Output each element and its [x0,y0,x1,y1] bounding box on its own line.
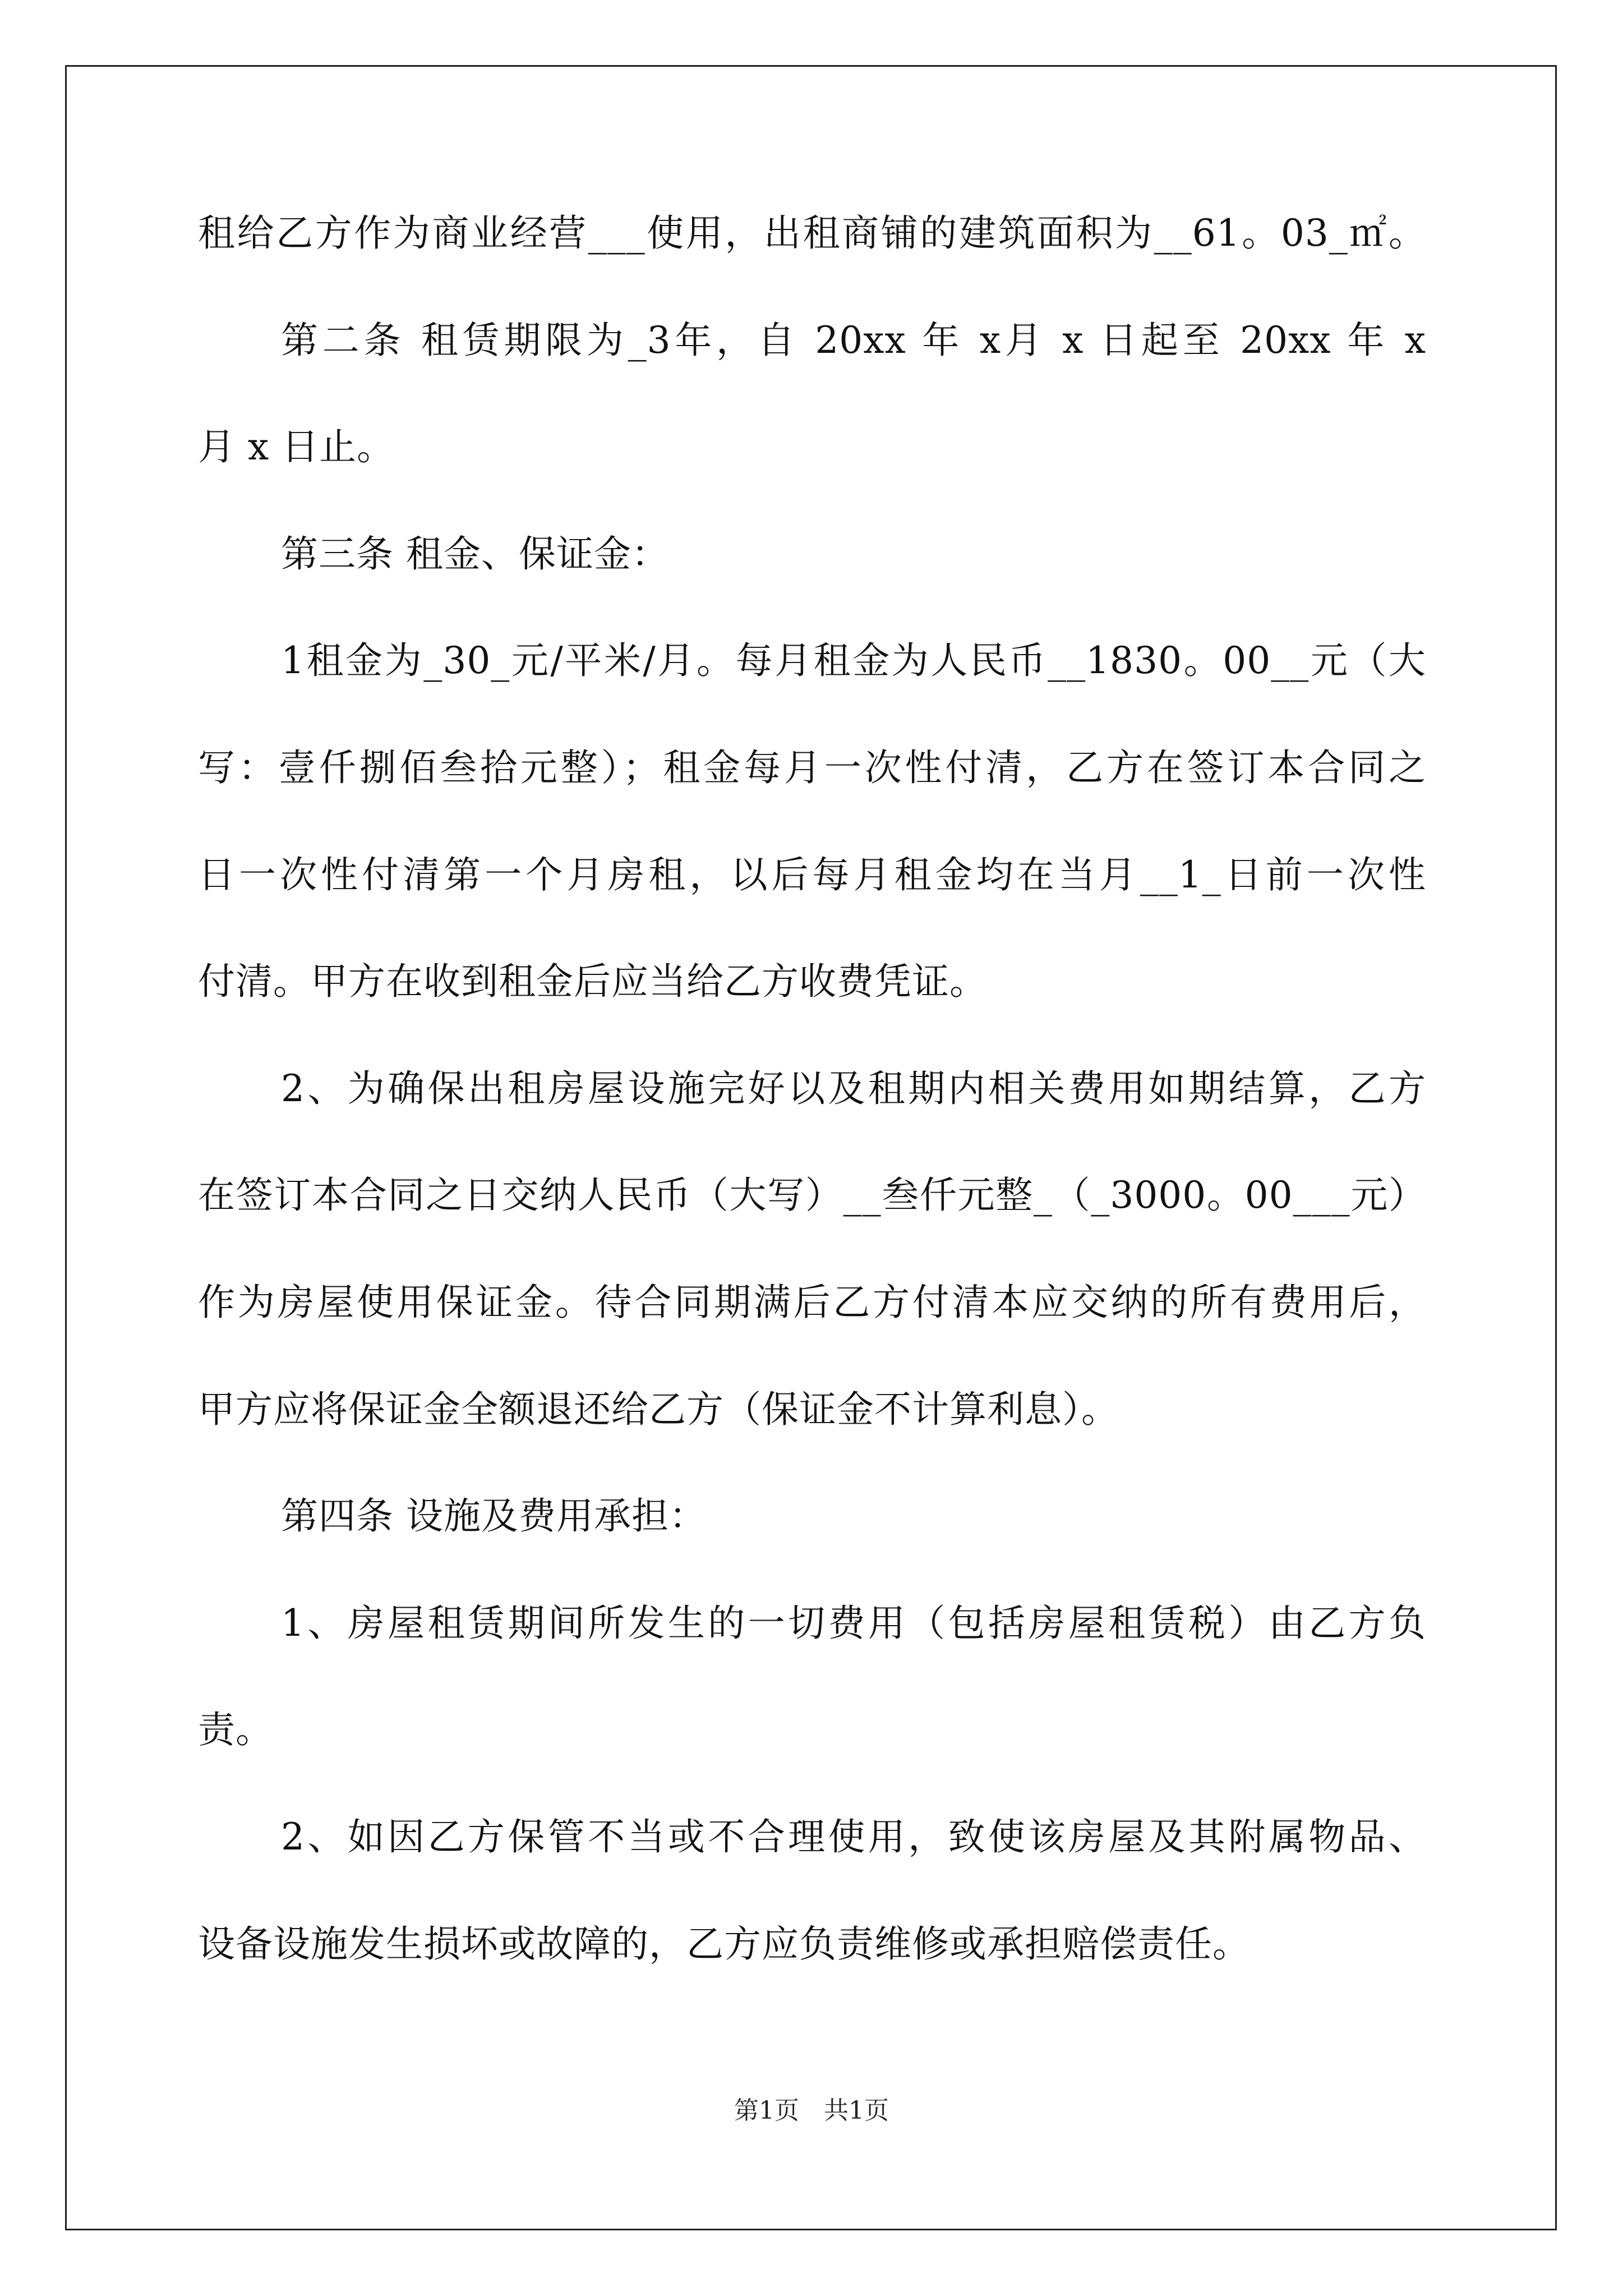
text-line: 甲方应将保证金全额退还给乙方（保证金不计算利息）。 [198,1388,1119,1431]
text-line: 作为房屋使用保证金。待合同期满后乙方付清本应交纳的所有费用后， [198,1281,1426,1324]
text-line: 1、房屋租赁期间所发生的一切费用（包括房屋租赁税）由乙方负 [281,1602,1426,1645]
page-footer: 第1页 共1页 [734,2096,889,2125]
text-line: 第二条 租赁期限为_3年，自 20xx 年 x月 x 日起至 20xx 年 x [281,319,1426,362]
section-heading: 第四条 设施及费用承担： [281,1494,707,1538]
section-heading: 第三条 租金、保证金： [281,532,669,576]
text-line: 2、为确保出租房屋设施完好以及租期内相关费用如期结算，乙方 [281,1067,1426,1110]
text-line: 设备设施发生损坏或故障的，乙方应负责维修或承担赔偿责任。 [198,1922,1250,1966]
text-line: 月 x 日止。 [198,425,395,468]
text-line: 责。 [198,1708,273,1751]
text-line: 2、如因乙方保管不当或不合理使用，致使该房屋及其附属物品、 [281,1815,1426,1858]
text-line: 在签订本合同之日交纳人民币（大写）__叁仟元整_（_3000。00___元） [198,1174,1426,1217]
text-line: 写：壹仟捌佰叁拾元整）；租金每月一次性付清，乙方在签订本合同之 [198,746,1426,789]
page-border [65,65,1557,2230]
text-line: 租给乙方作为商业经营___使用，出租商铺的建筑面积为__61。03_㎡。 [198,211,1426,255]
text-line: 1租金为_30_元/平米/月。每月租金为人民币__1830。00__元（大 [281,639,1426,682]
text-line: 付清。甲方在收到租金后应当给乙方收费凭证。 [198,960,987,1003]
text-line: 日一次性付清第一个月房租，以后每月租金均在当月__1_日前一次性 [198,853,1426,896]
